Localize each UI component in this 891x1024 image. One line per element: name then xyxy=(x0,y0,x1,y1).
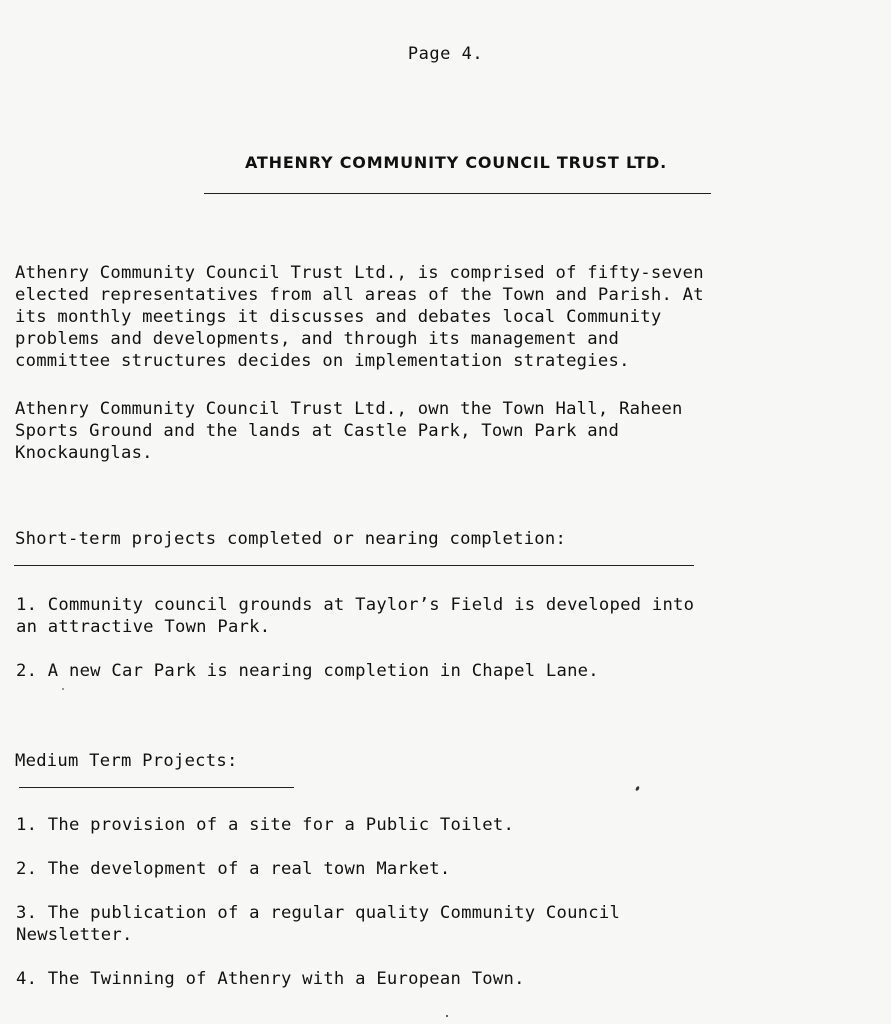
intro-paragraph-membership xyxy=(15,262,704,372)
text-line: an attractive Town Park. xyxy=(16,617,271,637)
short-term-item-2 xyxy=(16,660,599,682)
medium-term-underline xyxy=(19,787,294,788)
text-line: 3. The publication of a regular quality Community Council xyxy=(16,903,621,923)
text-line: committee structures decides on implementation strategies. xyxy=(15,351,630,371)
text-line: Sports Ground and the lands at Castle Park, Town Park and xyxy=(15,421,620,441)
medium-term-heading: Medium Term Projects: xyxy=(15,751,238,771)
short-term-underline xyxy=(14,565,694,566)
text-line: Newsletter. xyxy=(16,925,133,945)
text-line: Athenry Community Council Trust Ltd., is comprised of fifty-seven xyxy=(15,263,704,283)
text-line: 1. Community council grounds at Taylor’s Field is developed into xyxy=(16,595,695,615)
medium-term-item-4 xyxy=(16,968,525,990)
scan-speck xyxy=(446,1015,448,1017)
text-line: its monthly meetings it discusses and debates local Community xyxy=(15,307,662,327)
medium-term-item-1 xyxy=(16,814,514,836)
document-title: ATHENRY COMMUNITY COUNCIL TRUST LTD. xyxy=(244,153,667,172)
short-term-heading: Short-term projects completed or nearing completion: xyxy=(15,529,567,549)
scan-speck xyxy=(635,786,640,792)
text-line: Knockaunglas. xyxy=(15,443,153,463)
short-term-item-1 xyxy=(16,594,694,638)
medium-term-item-3 xyxy=(16,902,620,946)
medium-term-item-2 xyxy=(16,858,451,880)
text-line: 1. The provision of a site for a Public Toilet. xyxy=(16,815,515,835)
intro-paragraph-property xyxy=(15,398,683,464)
text-line: Athenry Community Council Trust Ltd., own the Town Hall, Raheen xyxy=(15,399,683,419)
text-line: problems and developments, and through its management and xyxy=(15,329,620,349)
text-line: elected representatives from all areas of the Town and Parish. At xyxy=(15,285,704,305)
title-underline xyxy=(204,193,711,194)
text-line: 2. The development of a real town Market. xyxy=(16,859,451,879)
scan-speck xyxy=(62,688,64,690)
page-number: Page 4. xyxy=(407,44,484,64)
text-line: 4. The Twinning of Athenry with a European Town. xyxy=(16,969,525,989)
text-line: 2. A new Car Park is nearing completion in Chapel Lane. xyxy=(16,661,599,681)
